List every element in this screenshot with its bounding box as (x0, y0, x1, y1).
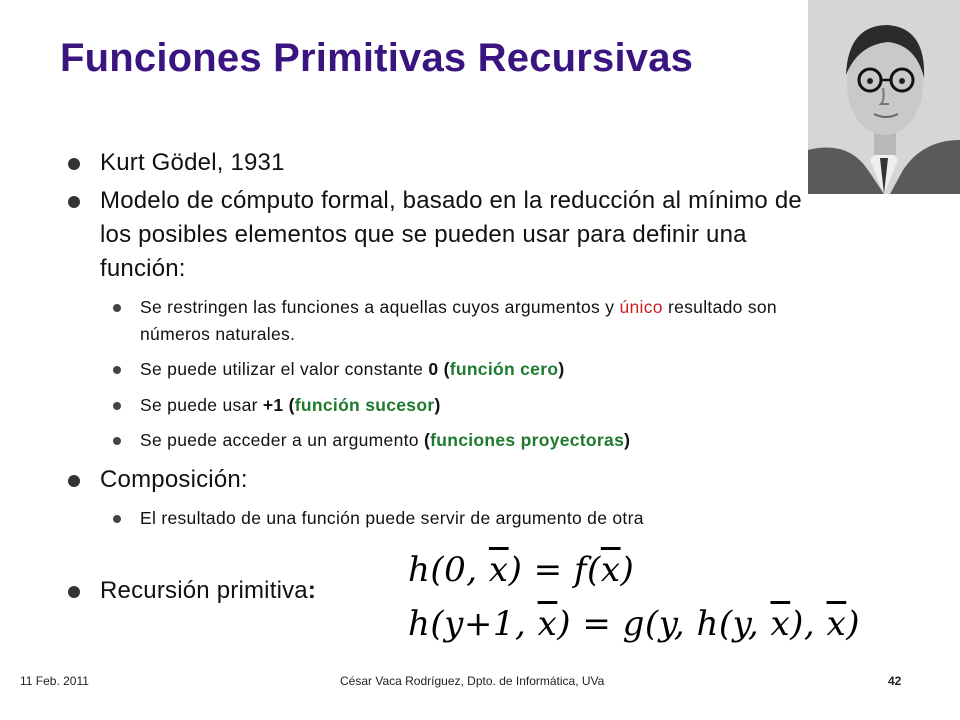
subbullet-natural-numbers (140, 294, 810, 348)
footer-date: 11 Feb. 2011 (20, 674, 89, 688)
term-successor-function: función sucesor (294, 395, 435, 415)
formula-base-case (408, 550, 634, 590)
text-part: ( (438, 359, 450, 379)
text-part: : (307, 577, 317, 604)
subbullet-composition-desc: El resultado de una función puede servir de argumento de otra (140, 505, 810, 532)
formula-part: ) (620, 550, 635, 590)
formula-vector-x: $\overline{x}$ (488, 550, 509, 590)
bullet-model: Modelo de cómputo formal, basado en la reducción al mínimo de los posibles elementos que se pueden usar para definir una función: (100, 184, 810, 286)
text-part: ( (283, 395, 295, 415)
text-part: Se puede acceder a un argumento (140, 430, 424, 450)
text-part: Recursión primitiva (100, 577, 308, 604)
text-part: Se puede utilizar el valor constante (140, 359, 429, 379)
text-part: ) (558, 359, 565, 379)
formula-part: ) = f( (508, 550, 601, 590)
bold-zero: 0 (428, 359, 439, 379)
text-part: ( (423, 430, 431, 450)
text-part: resultado son números naturales. (140, 297, 777, 344)
subbullet-successor-function (140, 392, 810, 419)
portrait-photo (808, 0, 960, 194)
formula-vector-x: $\overline{x}$ (770, 604, 791, 644)
text-part: ) (434, 395, 441, 415)
text-part: Se restringen las funciones a aquellas cuyos argumentos y (140, 297, 620, 317)
footer-author: César Vaca Rodríguez, Dpto. de Informática, UVa (340, 674, 605, 688)
bullet-composition: Composición: (100, 463, 820, 497)
formula-part: h(y+1, (408, 604, 538, 644)
text-part: ) (624, 430, 631, 450)
subbullet-zero-function (140, 356, 810, 383)
formula-vector-x: $\overline{x}$ (826, 604, 847, 644)
formula-part: h(0, (408, 550, 489, 590)
formula-recursive-case (408, 604, 860, 644)
term-zero-function: función cero (449, 359, 559, 379)
formula-part: ) (846, 604, 861, 644)
slide-title: Funciones Primitivas Recursivas (60, 36, 694, 80)
formula-vector-x: $\overline{x}$ (537, 604, 558, 644)
term-projection-functions: funciones proyectoras (430, 430, 625, 450)
formula-part: ) = g(y, h(y, (557, 604, 771, 644)
highlight-unique: único (619, 297, 663, 317)
formula-part: ), (790, 604, 827, 644)
text-part: Se puede usar (140, 395, 263, 415)
formula-vector-x: $\overline{x}$ (600, 550, 621, 590)
portrait-image (808, 0, 960, 194)
bullet-author: Kurt Gödel, 1931 (100, 146, 820, 180)
subbullet-projection-functions (140, 427, 810, 454)
bold-plus-one: +1 (262, 395, 284, 415)
footer-page-number: 42 (888, 674, 902, 688)
